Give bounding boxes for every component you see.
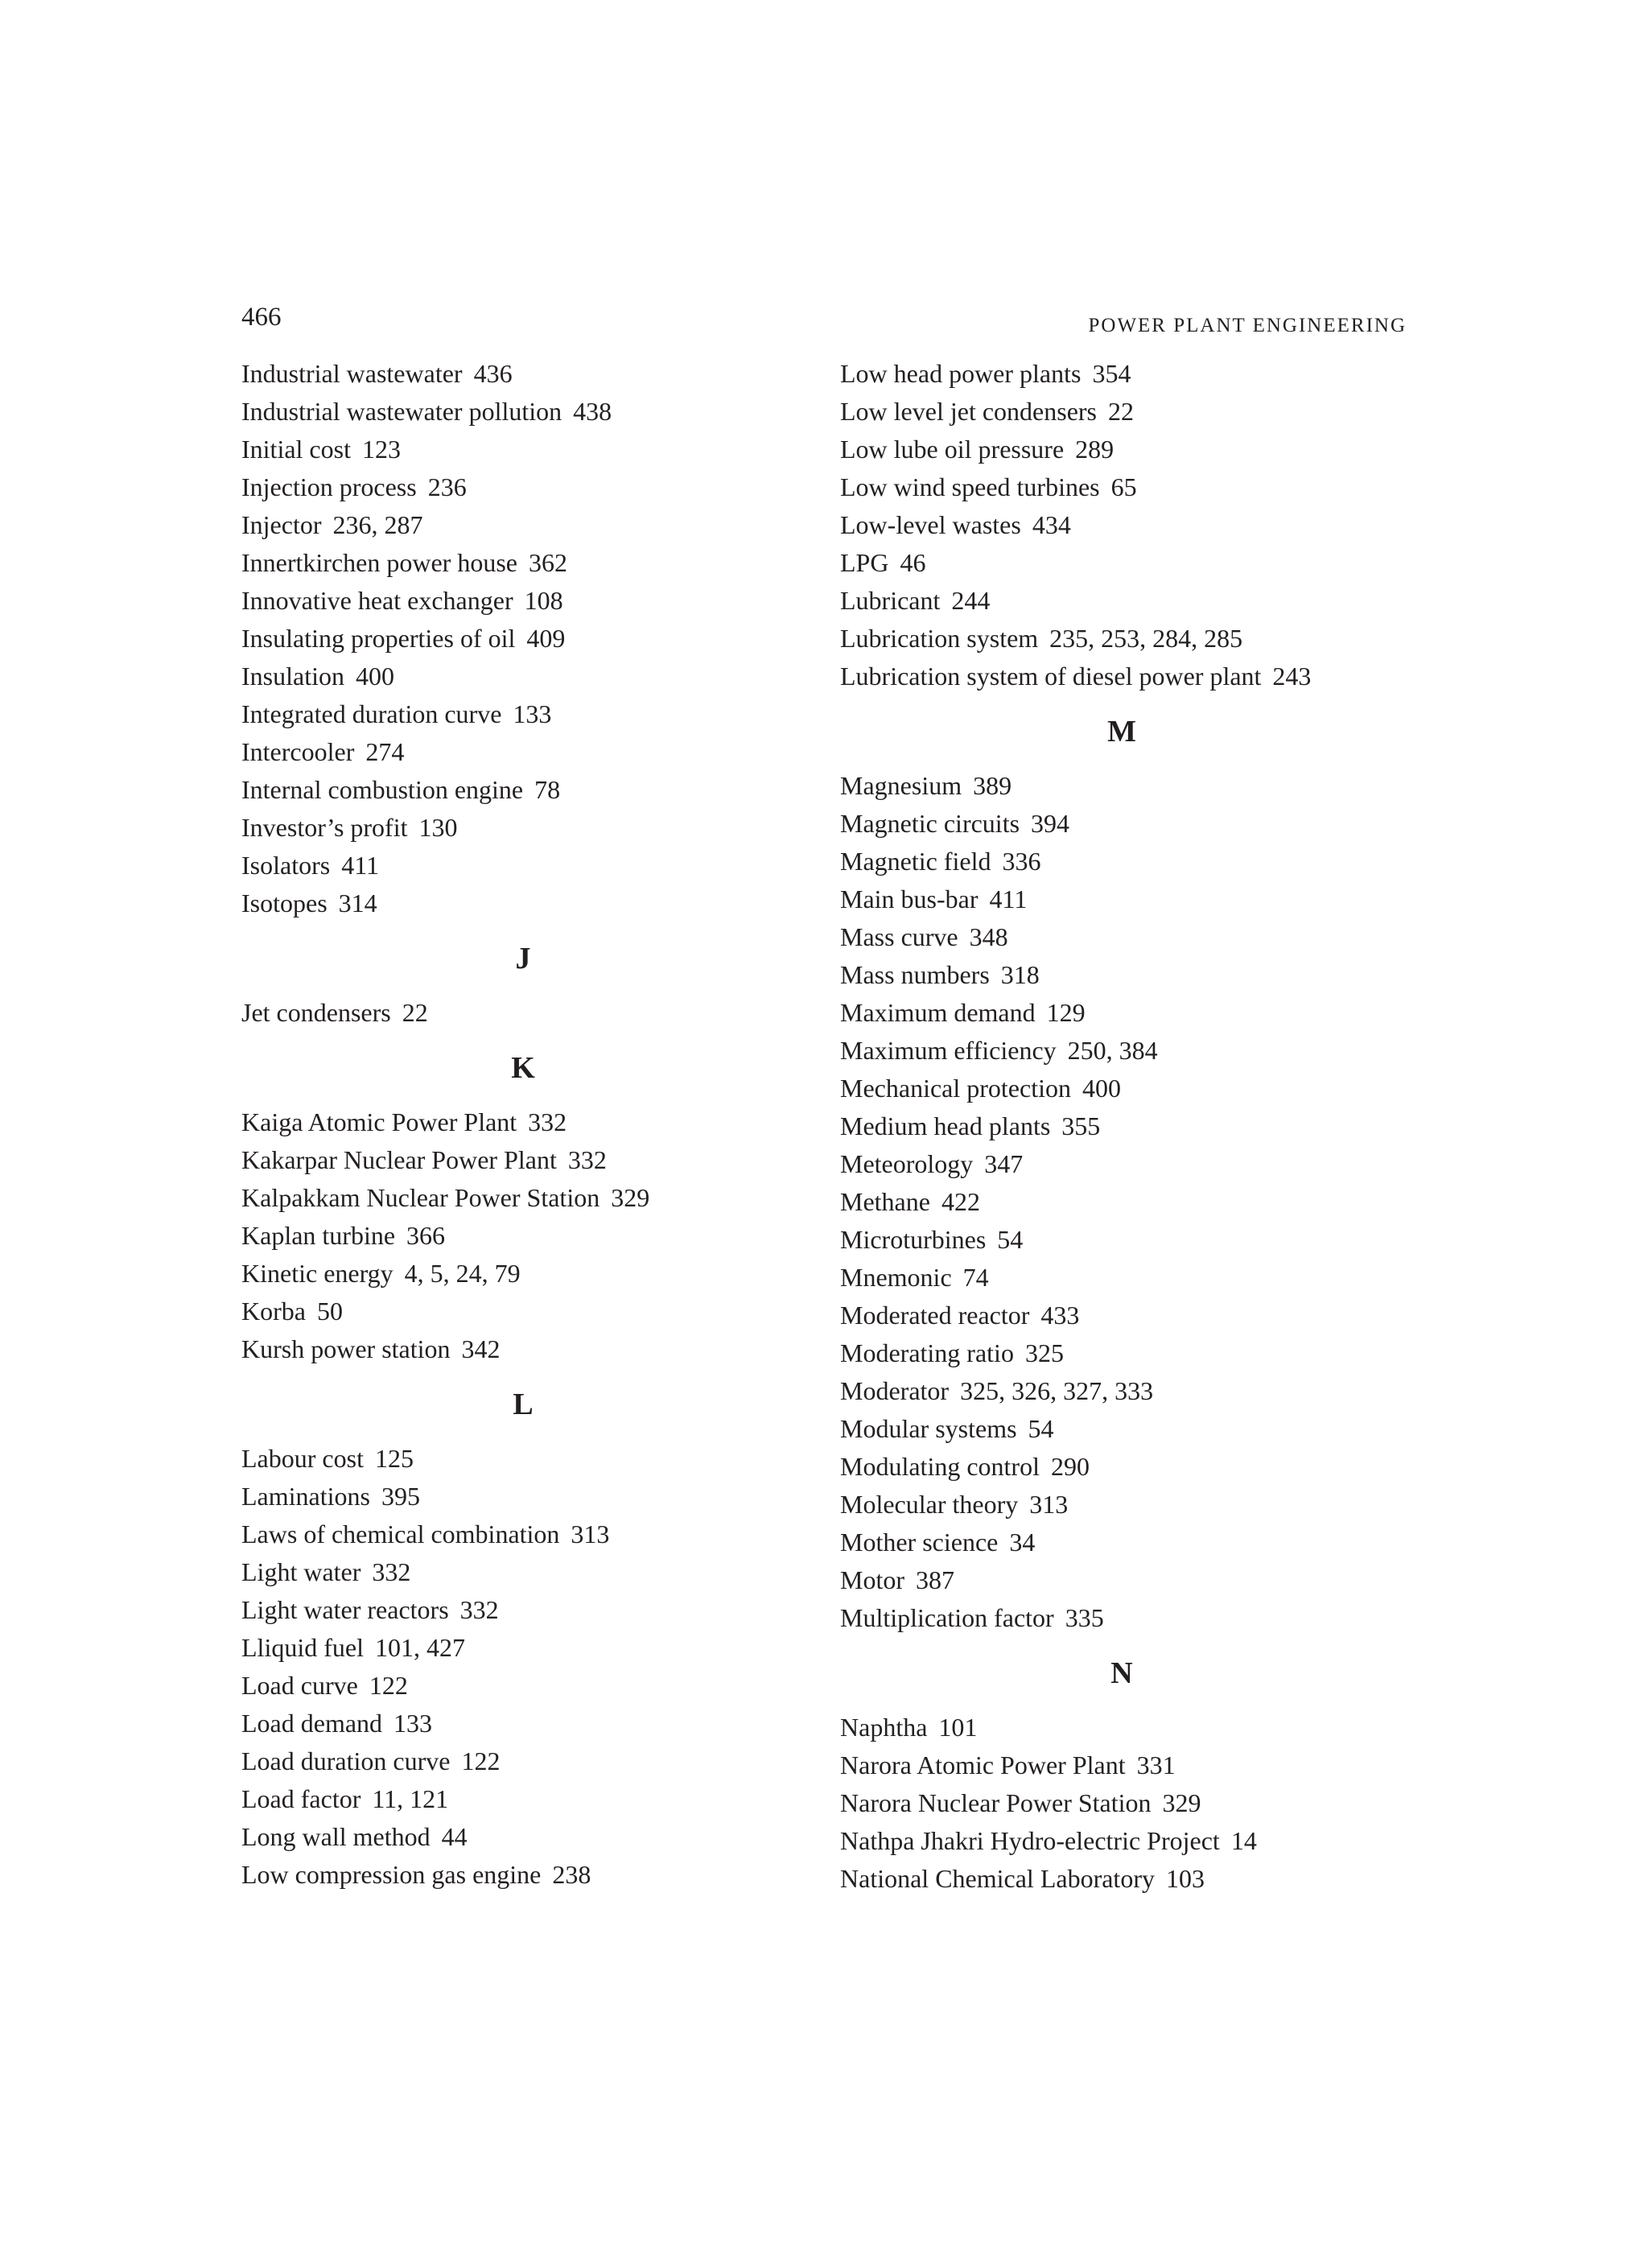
index-term: Innertkirchen power house (241, 548, 517, 577)
index-page-refs: 355 (1061, 1111, 1101, 1140)
index-page-refs: 313 (571, 1520, 610, 1548)
index-term: Light water reactors (241, 1595, 449, 1624)
index-entry (241, 620, 805, 658)
index-entry (241, 1553, 805, 1591)
index-entry (840, 1599, 1403, 1637)
index-term: Load demand (241, 1709, 383, 1738)
index-term: Methane (840, 1187, 930, 1216)
index-page-refs: 108 (524, 586, 563, 615)
index-entry (241, 1742, 805, 1780)
index-term: Low lube oil pressure (840, 435, 1065, 464)
index-entry (241, 431, 805, 468)
index-entry (241, 1667, 805, 1705)
index-page-refs: 46 (900, 548, 926, 577)
index-page-refs: 4, 5, 24, 79 (404, 1259, 521, 1288)
index-page-refs: 335 (1065, 1603, 1104, 1632)
index-page-refs: 394 (1031, 809, 1070, 838)
index-entry (840, 1709, 1403, 1746)
index-entry (241, 582, 805, 620)
index-page-refs: 332 (567, 1145, 607, 1174)
index-page-refs: 243 (1272, 662, 1312, 691)
index-term: Load duration curve (241, 1746, 451, 1775)
index-entry (241, 393, 805, 431)
index-term: Maximum demand (840, 998, 1036, 1027)
index-letter-heading: N (1110, 1656, 1133, 1690)
index-page-refs: 329 (611, 1183, 650, 1212)
index-page-refs: 65 (1110, 472, 1137, 501)
index-term: Mother science (840, 1528, 999, 1557)
index-page-refs: 103 (1165, 1864, 1205, 1893)
index-entry (840, 805, 1403, 843)
index-term: Industrial wastewater (241, 359, 463, 388)
index-page-refs: 133 (513, 699, 552, 728)
index-term: National Chemical Laboratory (840, 1864, 1155, 1893)
index-page-refs: 411 (989, 885, 1028, 913)
index-page-refs: 274 (365, 737, 405, 766)
index-entry (241, 1818, 805, 1856)
index-term: Kursh power station (241, 1334, 451, 1363)
index-page-refs: 438 (573, 397, 612, 426)
index-page-refs: 123 (361, 435, 401, 464)
index-entry (840, 1410, 1403, 1448)
index-page-refs: 347 (984, 1149, 1024, 1178)
index-entry (840, 1372, 1403, 1410)
index-page-refs: 433 (1040, 1301, 1080, 1330)
index-page-refs: 313 (1029, 1490, 1069, 1519)
index-page-refs: 290 (1050, 1452, 1090, 1481)
index-page-refs: 387 (916, 1565, 954, 1594)
index-entry (241, 506, 805, 544)
index-entry (241, 355, 805, 393)
index-entry (241, 809, 805, 847)
index-entry (241, 1179, 805, 1217)
index-column-right (840, 355, 1403, 1898)
index-page-refs: 389 (973, 771, 1012, 800)
index-entry (241, 1255, 805, 1293)
index-entry (241, 1103, 805, 1141)
index-page-refs: 78 (534, 775, 561, 804)
index-page-refs: 411 (341, 851, 380, 880)
index-entry (840, 1107, 1403, 1145)
index-page-refs: 336 (1002, 847, 1041, 876)
index-entry (840, 1297, 1403, 1334)
index-term: Load factor (241, 1784, 361, 1813)
index-page-refs: 422 (941, 1187, 980, 1216)
index-entry (241, 771, 805, 809)
index-page-refs: 235, 253, 284, 285 (1049, 624, 1243, 653)
index-page-refs: 332 (528, 1107, 567, 1136)
index-term: Insulating properties of oil (241, 624, 516, 653)
index-entry (840, 1561, 1403, 1599)
page-number: 466 (241, 303, 282, 332)
index-entry (241, 544, 805, 582)
index-page-refs: 14 (1230, 1826, 1257, 1855)
index-page-refs: 342 (461, 1334, 501, 1363)
index-entry (840, 658, 1403, 695)
index-term: Isotopes (241, 889, 328, 918)
index-term: Modular systems (840, 1414, 1017, 1443)
index-page-refs: 332 (459, 1595, 499, 1624)
index-entry (241, 847, 805, 885)
index-entry (241, 1217, 805, 1255)
index-entry (840, 1784, 1403, 1822)
index-entry (840, 1032, 1403, 1070)
index-entry (840, 1221, 1403, 1259)
index-term: Kaiga Atomic Power Plant (241, 1107, 517, 1136)
index-page-refs: 54 (997, 1225, 1024, 1254)
index-page-refs: 400 (355, 662, 394, 691)
index-page-refs: 54 (1028, 1414, 1054, 1443)
index-page-refs: 332 (372, 1557, 411, 1586)
index-page-refs: 436 (473, 359, 513, 388)
index-letter-heading: M (1107, 715, 1136, 748)
index-page-refs: 354 (1092, 359, 1131, 388)
index-term: Moderator (840, 1376, 950, 1405)
index-term: Laws of chemical combination (241, 1520, 560, 1548)
index-term: Isolators (241, 851, 331, 880)
index-page-refs: 50 (316, 1297, 343, 1326)
index-page-refs: 236 (427, 472, 467, 501)
index-page-refs: 331 (1136, 1750, 1176, 1779)
index-page-refs: 314 (338, 889, 377, 918)
index-term: Molecular theory (840, 1490, 1019, 1519)
index-page-refs: 318 (1000, 960, 1040, 989)
index-term: Nathpa Jhakri Hydro-electric Project (840, 1826, 1220, 1855)
index-entry (840, 582, 1403, 620)
index-entry (241, 1591, 805, 1629)
index-entry (241, 695, 805, 733)
index-page-refs: 133 (393, 1709, 433, 1738)
index-page-refs: 129 (1046, 998, 1086, 1027)
index-entry (840, 767, 1403, 805)
index-entry (840, 1070, 1403, 1107)
index-entry (840, 1486, 1403, 1524)
index-page-refs: 74 (962, 1263, 989, 1292)
index-page-refs: 44 (441, 1822, 468, 1851)
index-entry (241, 1440, 805, 1478)
index-term: Internal combustion engine (241, 775, 524, 804)
index-page-refs: 130 (418, 813, 458, 842)
index-term: Modulating control (840, 1452, 1040, 1481)
index-page-refs: 236, 287 (332, 510, 423, 539)
index-entry (840, 956, 1403, 994)
index-term: Moderated reactor (840, 1301, 1030, 1330)
index-term: Mass curve (840, 922, 958, 951)
index-term: Mass numbers (840, 960, 990, 989)
index-entry (241, 1141, 805, 1179)
index-term: Lubrication system (840, 624, 1039, 653)
index-entry (840, 1334, 1403, 1372)
index-entry (241, 1705, 805, 1742)
index-term: Integrated duration curve (241, 699, 502, 728)
index-term: LPG (840, 548, 889, 577)
index-term: Main bus-bar (840, 885, 978, 913)
index-term: Low head power plants (840, 359, 1082, 388)
index-page-refs: 325, 326, 327, 333 (960, 1376, 1154, 1405)
index-term: Innovative heat exchanger (241, 586, 513, 615)
index-page-refs: 400 (1082, 1074, 1121, 1103)
index-entry (241, 658, 805, 695)
index-term: Narora Nuclear Power Station (840, 1788, 1152, 1817)
index-term: Korba (241, 1297, 306, 1326)
index-term: Magnetic circuits (840, 809, 1020, 838)
index-entry (840, 1746, 1403, 1784)
index-entry (840, 620, 1403, 658)
index-entry (840, 431, 1403, 468)
index-entry (840, 880, 1403, 918)
index-entry (241, 1478, 805, 1515)
index-term: Moderating ratio (840, 1338, 1014, 1367)
index-term: Kalpakkam Nuclear Power Station (241, 1183, 600, 1212)
index-entry (840, 468, 1403, 506)
index-page-refs: 122 (461, 1746, 501, 1775)
index-page-refs: 348 (969, 922, 1008, 951)
index-letter-heading: K (511, 1051, 535, 1085)
index-page-refs: 244 (951, 586, 991, 615)
index-term: Low compression gas engine (241, 1860, 542, 1889)
index-term: Low wind speed turbines (840, 472, 1100, 501)
index-term: Insulation (241, 662, 344, 691)
index-page-refs: 125 (374, 1444, 414, 1473)
index-term: Microturbines (840, 1225, 987, 1254)
index-page-refs: 250, 384 (1067, 1036, 1158, 1065)
index-term: Medium head plants (840, 1111, 1051, 1140)
index-page-refs: 22 (402, 998, 428, 1027)
index-column-left (241, 355, 805, 1894)
index-term: Laminations (241, 1482, 370, 1511)
index-entry (840, 994, 1403, 1032)
index-entry (241, 1293, 805, 1330)
index-entry (840, 355, 1403, 393)
running-head: POWER PLANT ENGINEERING (1088, 315, 1407, 336)
index-term: Initial cost (241, 435, 351, 464)
index-entry (241, 885, 805, 922)
index-page-refs: 409 (526, 624, 566, 653)
index-page-refs: 325 (1024, 1338, 1064, 1367)
index-entry (241, 1629, 805, 1667)
index-letter-heading: J (515, 942, 531, 975)
index-term: Meteorology (840, 1149, 974, 1178)
index-entry (241, 733, 805, 771)
index-term: Light water (241, 1557, 361, 1586)
index-page-refs: 101 (938, 1713, 978, 1742)
index-letter-heading: L (513, 1388, 534, 1421)
index-entry (840, 1524, 1403, 1561)
index-term: Naphtha (840, 1713, 928, 1742)
index-term: Maximum efficiency (840, 1036, 1057, 1065)
index-term: Labour cost (241, 1444, 364, 1473)
index-page-refs: 434 (1032, 510, 1071, 539)
index-page-refs: 122 (369, 1671, 408, 1700)
index-entry (840, 1183, 1403, 1221)
index-page-refs: 101, 427 (374, 1633, 465, 1662)
index-entry (840, 1259, 1403, 1297)
index-term: Low level jet condensers (840, 397, 1097, 426)
index-term: Mnemonic (840, 1263, 952, 1292)
index-entry (241, 1515, 805, 1553)
index-term: Narora Atomic Power Plant (840, 1750, 1126, 1779)
index-term: Multiplication factor (840, 1603, 1054, 1632)
index-page-refs: 362 (528, 548, 567, 577)
index-entry (241, 1780, 805, 1818)
index-term: Kakarpar Nuclear Power Plant (241, 1145, 557, 1174)
index-term: Injector (241, 510, 322, 539)
index-term: Industrial wastewater pollution (241, 397, 562, 426)
index-page-refs: 22 (1108, 397, 1134, 426)
index-entry (241, 468, 805, 506)
index-term: Kaplan turbine (241, 1221, 396, 1250)
index-term: Intercooler (241, 737, 355, 766)
index-term: Lliquid fuel (241, 1633, 364, 1662)
index-term: Motor (840, 1565, 904, 1594)
index-term: Magnesium (840, 771, 962, 800)
index-term: Lubrication system of diesel power plant (840, 662, 1262, 691)
index-term: Low-level wastes (840, 510, 1021, 539)
index-page-refs: 329 (1162, 1788, 1201, 1817)
index-entry (840, 544, 1403, 582)
index-term: Load curve (241, 1671, 358, 1700)
index-page-refs: 34 (1009, 1528, 1036, 1557)
index-entry (840, 506, 1403, 544)
index-term: Jet condensers (241, 998, 391, 1027)
index-entry (241, 1856, 805, 1894)
index-entry (840, 1860, 1403, 1898)
index-page-refs: 289 (1075, 435, 1114, 464)
index-entry (840, 1145, 1403, 1183)
index-page-refs: 366 (406, 1221, 446, 1250)
index-entry (840, 393, 1403, 431)
index-term: Investor’s profit (241, 813, 408, 842)
index-entry (840, 1448, 1403, 1486)
index-term: Lubricant (840, 586, 941, 615)
index-page-refs: 238 (552, 1860, 591, 1889)
index-term: Long wall method (241, 1822, 431, 1851)
index-page-refs: 395 (381, 1482, 420, 1511)
index-term: Mechanical protection (840, 1074, 1071, 1103)
index-entry (241, 1330, 805, 1368)
index-entry (241, 994, 805, 1032)
index-page-refs: 11, 121 (372, 1784, 449, 1813)
index-term: Magnetic field (840, 847, 991, 876)
index-term: Injection process (241, 472, 417, 501)
index-term: Kinetic energy (241, 1259, 393, 1288)
index-entry (840, 843, 1403, 880)
index-entry (840, 1822, 1403, 1860)
index-entry (840, 918, 1403, 956)
